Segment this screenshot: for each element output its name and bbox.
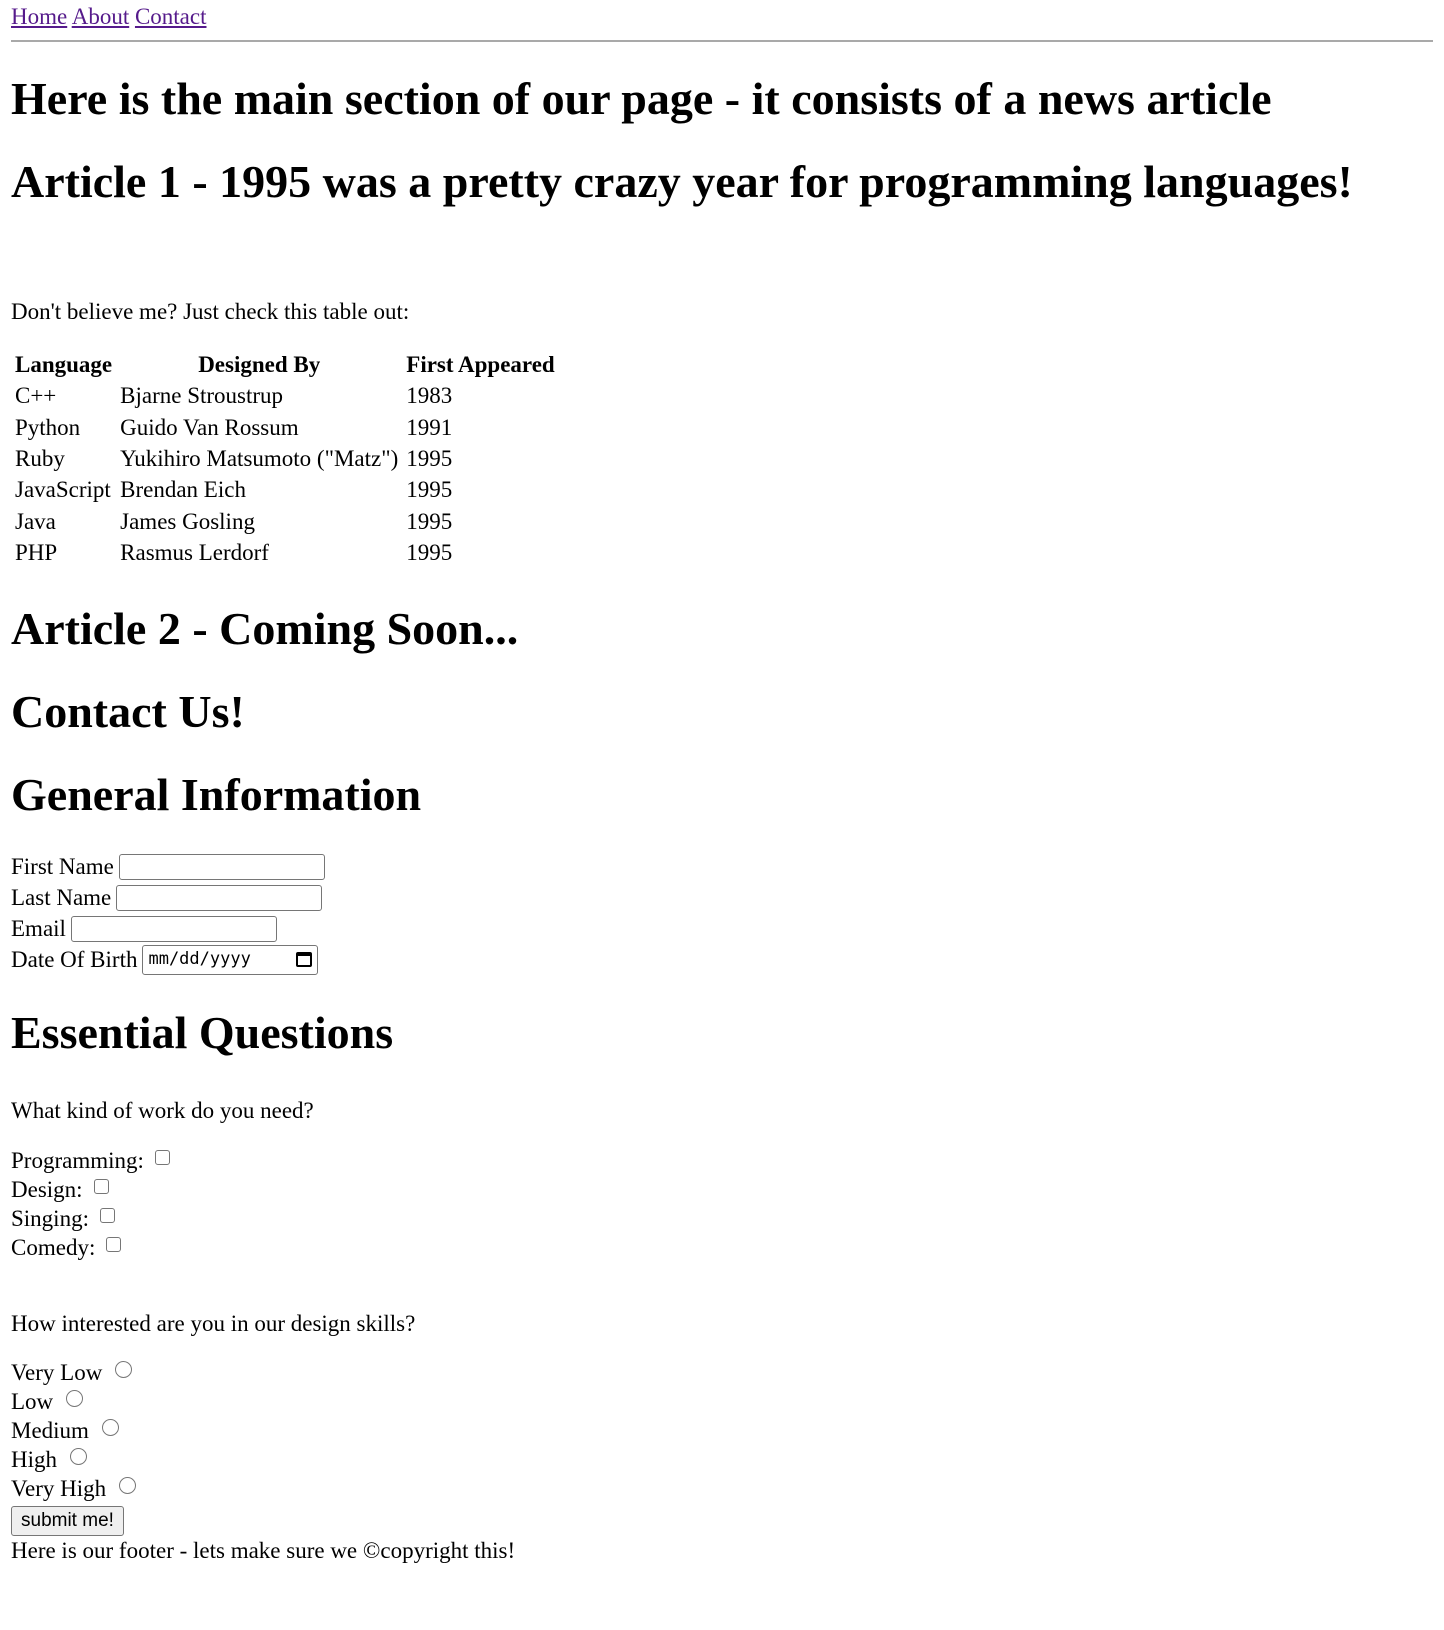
- dob-placeholder: mm/dd/yyyy: [148, 949, 251, 970]
- interest-option-very-high: [11, 1475, 1433, 1504]
- interest-option-low: [11, 1388, 1433, 1417]
- table-row: [13, 539, 558, 567]
- cell-language: Ruby: [15, 445, 65, 471]
- dob-date-input[interactable]: [142, 945, 318, 975]
- high-radio[interactable]: [70, 1448, 87, 1465]
- work-option-comedy: [11, 1234, 1433, 1263]
- table-row: [13, 414, 558, 442]
- cell-designer: Yukihiro Matsumoto ("Matz"): [120, 445, 399, 471]
- article-2: [11, 603, 1433, 656]
- general-information-heading: General Information: [11, 768, 422, 820]
- interest-option-high: [11, 1446, 1433, 1475]
- contact-section: [11, 686, 1433, 1537]
- cell-year: 1995: [406, 540, 453, 566]
- very-high-radio[interactable]: [119, 1477, 136, 1494]
- cell-year: 1983: [406, 383, 453, 409]
- first-name-input[interactable]: [119, 854, 325, 880]
- last-name-input[interactable]: [116, 885, 322, 911]
- email-row: [11, 913, 1433, 944]
- work-option-label: Comedy:: [11, 1235, 96, 1260]
- cell-year: 1995: [406, 445, 453, 471]
- article-1-intro: Don't believe me? Just check this table out:: [11, 299, 410, 325]
- nav-divider: [11, 40, 1433, 42]
- work-option-label: Design:: [11, 1177, 83, 1202]
- cell-year: 1995: [406, 508, 453, 534]
- email-input[interactable]: [71, 916, 277, 942]
- submit-button[interactable]: submit me!: [11, 1506, 124, 1536]
- interest-option-very-low: [11, 1359, 1433, 1388]
- top-nav: [11, 4, 1433, 30]
- article-1-title: Article 1 - 1995 was a pretty crazy year for programming languages!: [11, 156, 1353, 208]
- article-1: [11, 156, 1433, 570]
- table-header-row: [13, 351, 558, 379]
- cell-designer: Rasmus Lerdorf: [120, 540, 269, 566]
- languages-table: [10, 348, 561, 571]
- calendar-icon[interactable]: [296, 952, 312, 967]
- dob-row: [11, 944, 1433, 975]
- table-row: [13, 476, 558, 504]
- table-row: [13, 382, 558, 410]
- work-question: What kind of work do you need?: [11, 1098, 314, 1124]
- cell-language: Java: [15, 508, 56, 534]
- contact-form: [11, 769, 1433, 1537]
- interest-option-label: Very Low: [11, 1360, 103, 1386]
- cell-year: 1991: [406, 414, 453, 440]
- first-name-row: [11, 851, 1433, 882]
- essential-questions-heading: Essential Questions: [11, 1007, 394, 1059]
- very-low-radio[interactable]: [115, 1361, 132, 1378]
- work-option-label: Singing:: [11, 1206, 89, 1231]
- cell-language: JavaScript: [15, 477, 111, 503]
- column-header-designed-by: Designed By: [198, 351, 321, 377]
- article-2-title: Article 2 - Coming Soon...: [11, 602, 519, 654]
- interest-option-label: High: [11, 1447, 57, 1473]
- cell-designer: James Gosling: [120, 508, 255, 534]
- interest-option-label: Medium: [11, 1418, 89, 1444]
- low-radio[interactable]: [66, 1390, 83, 1407]
- dob-label: Date Of Birth: [11, 946, 138, 972]
- nav-link-contact[interactable]: Contact: [134, 4, 207, 29]
- singing-checkbox[interactable]: [100, 1208, 115, 1223]
- interest-option-label: Very High: [11, 1476, 107, 1502]
- column-header-first-appeared: First Appeared: [406, 351, 555, 377]
- cell-designer: Brendan Eich: [120, 477, 246, 503]
- interest-option-label: Low: [11, 1389, 54, 1415]
- email-label: Email: [11, 915, 66, 941]
- first-name-label: First Name: [11, 853, 114, 879]
- nav-link-about[interactable]: About: [71, 4, 130, 29]
- medium-radio[interactable]: [102, 1419, 119, 1436]
- table-row: [13, 445, 558, 473]
- interest-question: How interested are you in our design skills?: [11, 1310, 416, 1336]
- design-checkbox[interactable]: [94, 1179, 109, 1194]
- comedy-checkbox[interactable]: [106, 1237, 121, 1252]
- cell-designer: Guido Van Rossum: [120, 414, 299, 440]
- cell-language: C++: [15, 383, 57, 409]
- work-option-programming: [11, 1147, 1433, 1176]
- cell-year: 1995: [406, 477, 453, 503]
- work-option-singing: [11, 1205, 1433, 1234]
- cell-language: PHP: [15, 540, 58, 566]
- last-name-row: [11, 882, 1433, 913]
- column-header-language: Language: [15, 351, 113, 377]
- programming-checkbox[interactable]: [155, 1150, 170, 1165]
- cell-language: Python: [15, 414, 81, 440]
- work-option-design: [11, 1176, 1433, 1205]
- page-footer: Here is our footer - lets make sure we ©copyright this!: [11, 1538, 516, 1564]
- main-section: [11, 73, 1433, 655]
- last-name-label: Last Name: [11, 884, 112, 910]
- cell-designer: Bjarne Stroustrup: [120, 383, 284, 409]
- table-row: [13, 508, 558, 536]
- work-option-label: Programming:: [11, 1148, 144, 1173]
- main-heading: Here is the main section of our page - it consists of a news article: [11, 73, 1272, 125]
- contact-heading: Contact Us!: [11, 685, 245, 737]
- nav-link-home[interactable]: Home: [11, 4, 68, 29]
- interest-option-medium: [11, 1417, 1433, 1446]
